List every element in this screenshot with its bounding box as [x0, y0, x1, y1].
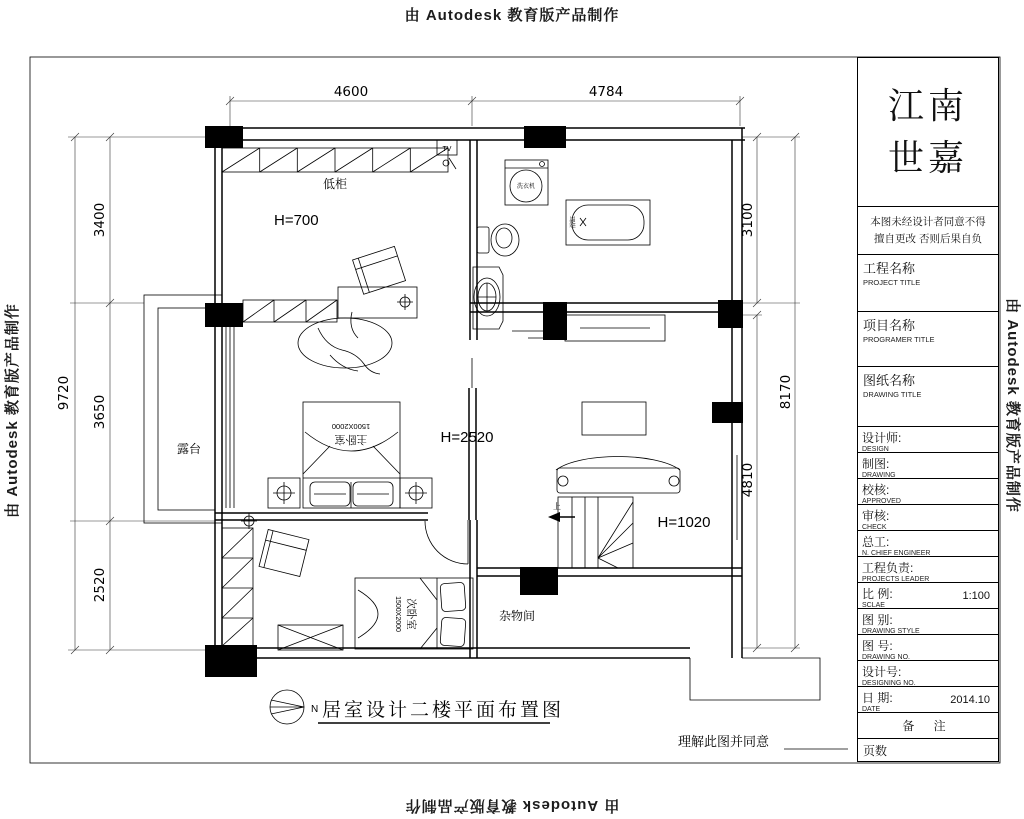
second-bed — [355, 578, 473, 649]
disclaimer-line-1: 本图未经设计者同意不得 — [870, 215, 986, 228]
date-label-en: DATE — [862, 706, 881, 714]
north-label: N — [311, 704, 319, 715]
proofread-row — [858, 479, 998, 505]
designing-no-row — [858, 661, 998, 687]
second-bed-size: 1500X2000 — [394, 596, 401, 632]
check-label: 审核: — [862, 509, 890, 524]
project-title-en: PROJECT TITLE — [863, 277, 921, 287]
sofa — [556, 457, 680, 494]
height-2520-label: H=2520 — [440, 429, 494, 446]
signature-label: 理解此图并同意 — [678, 734, 770, 749]
disclaimer — [858, 207, 998, 255]
program-title-en: PROGRAMER TITLE — [863, 334, 935, 344]
pages-row: 页数 — [863, 744, 888, 758]
program-title-section — [858, 312, 998, 368]
bedroom-door — [425, 520, 468, 564]
stair-direction-arrow — [548, 501, 575, 522]
low-cabinet-label: 低柜 — [322, 177, 348, 191]
side-table — [278, 625, 343, 650]
project-title-section — [858, 255, 998, 312]
hall-cabinet — [565, 315, 665, 341]
nightstand-right — [400, 478, 432, 508]
caption-title: 居室设计二楼平面布置图 — [322, 700, 565, 721]
wardrobe — [222, 528, 253, 646]
date-value: 2014.10 — [950, 693, 990, 706]
hall-table — [582, 402, 646, 435]
scale-label: 比 例: — [862, 587, 893, 602]
dim-left-1: 3400 — [92, 202, 108, 238]
proofread-label-en: APPROVED — [862, 498, 901, 506]
drawing-style-label: 图 别: — [862, 613, 893, 628]
logo-line-2: 世嘉 — [887, 138, 968, 179]
dim-right-2: 4810 — [740, 462, 756, 498]
drafter-label: 制图: — [862, 457, 890, 472]
program-title-cn: 项目名称 — [863, 317, 916, 333]
project-leader-row — [858, 557, 998, 583]
drafter-label-en: DRAWING — [862, 472, 896, 480]
tv-label: TV — [442, 146, 452, 153]
chief-engineer-label: 总工: — [862, 535, 890, 550]
height-1020-label: H=1020 — [657, 514, 711, 531]
bedroom-closet — [243, 300, 337, 322]
disclaimer-line-2: 擅自更改 否则后果自负 — [874, 232, 982, 245]
autodesk-banner-bottom: 由 Autodesk 教育版产品制作 — [404, 797, 620, 814]
notes-row: 备 注 — [858, 713, 998, 739]
chief-engineer-row — [858, 531, 998, 557]
drawing-style-row — [858, 609, 998, 635]
height-700-label: H=700 — [274, 212, 319, 229]
chief-engineer-label-en: N. CHIEF ENGINEER — [862, 550, 931, 558]
master-bed-size: 1500X2000 — [331, 422, 371, 431]
master-bed — [303, 402, 400, 508]
autodesk-banner-right-text: 由 Autodesk 教育版产品制作 — [1003, 297, 1021, 513]
washing-machine — [505, 160, 548, 205]
terrace — [144, 295, 222, 523]
dim-left-3: 2520 — [92, 567, 108, 603]
project-title-cn: 工程名称 — [863, 260, 916, 276]
toilet — [477, 224, 519, 256]
project-leader-label: 工程负责: — [862, 561, 914, 576]
drawing-caption — [270, 690, 564, 724]
master-bedroom — [243, 246, 493, 564]
drawing-no-label: 图 号: — [862, 639, 893, 654]
company-logo — [858, 58, 998, 207]
drawing-no-row — [858, 635, 998, 661]
date-row — [858, 687, 998, 713]
bathtub — [566, 200, 650, 245]
bathtub-label: 浴缸 — [571, 215, 577, 229]
dim-top-left: 4600 — [333, 84, 369, 100]
staircase — [558, 497, 633, 568]
scale-value: 1:100 — [962, 589, 990, 602]
sheet-border — [30, 57, 1000, 763]
master-bed-label: 主卧室 — [334, 433, 368, 445]
drafter-row — [858, 453, 998, 479]
dim-right-total: 8170 — [778, 374, 794, 410]
signature-area — [678, 734, 848, 749]
scale-label-en: SCLAE — [862, 602, 885, 610]
structural-columns — [205, 126, 743, 677]
drawing-no-label-en: DRAWING NO. — [862, 654, 910, 662]
designer-label-en: DESIGN — [862, 446, 889, 454]
lamp-symbol — [241, 513, 257, 529]
designing-no-label-en: DESIGNING NO. — [862, 680, 916, 688]
dim-left-2: 3650 — [92, 394, 108, 430]
autodesk-banner-top: 由 Autodesk 教育版产品制作 — [404, 7, 620, 24]
bedroom-chair — [259, 529, 309, 576]
autodesk-banner-left-text: 由 Autodesk 教育版产品制作 — [3, 302, 21, 518]
drawing-title-en: DRAWING TITLE — [863, 390, 922, 400]
low-cabinet — [222, 140, 457, 229]
nightstand-left — [268, 478, 300, 508]
washer-label: 洗衣机 — [516, 184, 536, 190]
project-leader-label-en: PROJECTS LEADER — [862, 576, 930, 584]
second-bedroom — [222, 513, 473, 650]
proofread-label: 校核: — [862, 483, 890, 498]
chaise-lounge — [298, 312, 392, 374]
drawing-title-cn: 图纸名称 — [863, 373, 916, 389]
designing-no-label: 设计号: — [862, 665, 902, 680]
designer-row — [858, 427, 998, 453]
storage-label: 杂物间 — [498, 609, 536, 623]
up-label: 上 — [553, 502, 561, 511]
check-row — [858, 505, 998, 531]
designer-label: 设计师: — [862, 431, 902, 446]
scale-row — [858, 583, 998, 609]
drawing-title-section — [858, 367, 998, 427]
check-label-en: CHECK — [862, 524, 887, 532]
desk — [338, 287, 417, 318]
terrace-label: 露台 — [176, 442, 202, 456]
title-block — [857, 57, 999, 762]
dim-top-right: 4784 — [588, 84, 624, 100]
dim-left-total: 9720 — [56, 375, 72, 411]
date-label: 日 期: — [862, 691, 893, 706]
drawing-style-label-en: DRAWING STYLE — [862, 628, 920, 636]
logo-line-1: 江南 — [887, 85, 968, 126]
dim-right-1: 3100 — [740, 202, 756, 238]
second-bed-label: 次卧室 — [405, 598, 417, 630]
